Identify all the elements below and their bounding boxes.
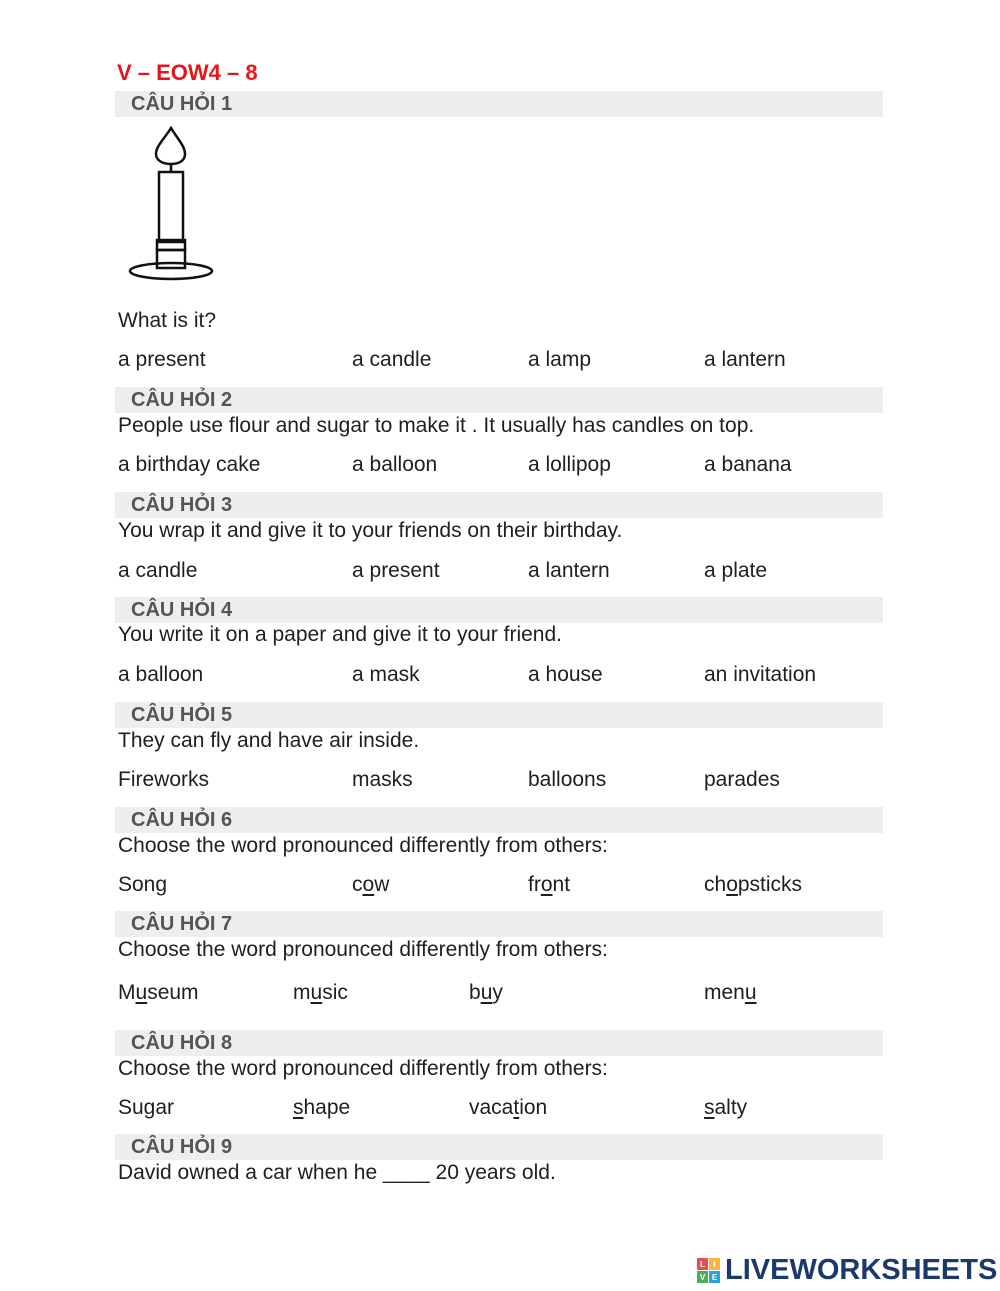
underlined-letter: o bbox=[726, 873, 738, 896]
question-5-option-a[interactable]: Fireworks bbox=[118, 768, 210, 791]
option-text: alty bbox=[714, 1096, 748, 1119]
option-text: seum bbox=[147, 981, 199, 1004]
question-9-label: CÂU HỎI 9 bbox=[131, 1136, 233, 1158]
logo-text: LIVEWORKSHEETS bbox=[725, 1254, 998, 1286]
question-5-header bbox=[115, 702, 883, 728]
question-6-option-c[interactable] bbox=[528, 873, 570, 897]
badge-letter: E bbox=[711, 1272, 718, 1282]
question-1-option-a[interactable]: a present bbox=[118, 348, 206, 371]
badge-letter: L bbox=[700, 1259, 705, 1269]
question-1-header bbox=[115, 91, 883, 117]
option-text: ion bbox=[519, 1096, 548, 1119]
question-5-label: CÂU HỎI 5 bbox=[131, 704, 233, 726]
question-7-text: Choose the word pronounced differently from others: bbox=[118, 938, 608, 961]
option-text: w bbox=[374, 873, 390, 896]
question-8-option-b[interactable] bbox=[293, 1096, 350, 1120]
question-8-label: CÂU HỎI 8 bbox=[131, 1032, 233, 1054]
option-text: M bbox=[118, 981, 136, 1004]
underlined-letter: o bbox=[362, 873, 375, 896]
question-6-label: CÂU HỎI 6 bbox=[131, 809, 233, 831]
question-1-option-c[interactable]: a lamp bbox=[528, 348, 592, 371]
question-7-header bbox=[115, 911, 883, 937]
question-3-option-a[interactable]: a candle bbox=[118, 559, 198, 582]
question-2-option-b[interactable]: a balloon bbox=[352, 453, 438, 476]
underlined-letter: u bbox=[310, 981, 323, 1004]
badge-letter: I bbox=[713, 1259, 716, 1269]
question-3-option-d[interactable]: a plate bbox=[704, 559, 768, 582]
question-1-option-b[interactable]: a candle bbox=[352, 348, 432, 371]
option-text: hape bbox=[303, 1096, 351, 1119]
question-5-option-d[interactable]: parades bbox=[704, 768, 780, 791]
question-4-text: You write it on a paper and give it to your friend. bbox=[118, 623, 562, 646]
question-7-option-c[interactable] bbox=[469, 981, 503, 1005]
underlined-letter: s bbox=[704, 1096, 715, 1119]
option-text: Sugar bbox=[118, 1096, 175, 1119]
option-text: psticks bbox=[737, 873, 803, 896]
underlined-letter: o bbox=[540, 873, 553, 896]
question-7-option-b[interactable] bbox=[293, 981, 348, 1005]
question-8-option-a[interactable] bbox=[118, 1096, 174, 1120]
option-text: y bbox=[492, 981, 503, 1004]
question-4-label: CÂU HỎI 4 bbox=[131, 599, 233, 621]
question-3-option-b[interactable]: a present bbox=[352, 559, 440, 582]
option-text: Song bbox=[118, 873, 168, 896]
option-text: men bbox=[704, 981, 745, 1004]
question-4-option-b[interactable]: a mask bbox=[352, 663, 420, 686]
badge-letter: V bbox=[699, 1272, 706, 1282]
option-text: fr bbox=[528, 873, 541, 896]
question-2-option-a[interactable]: a birthday cake bbox=[118, 453, 261, 476]
option-text: ch bbox=[704, 873, 727, 896]
question-8-option-c[interactable] bbox=[469, 1096, 547, 1120]
question-7-label: CÂU HỎI 7 bbox=[131, 913, 233, 935]
question-8-text: Choose the word pronounced differently from others: bbox=[118, 1057, 608, 1080]
question-1-label: CÂU HỎI 1 bbox=[131, 93, 233, 115]
question-5-text: They can fly and have air inside. bbox=[118, 729, 420, 752]
question-6-option-b[interactable] bbox=[352, 873, 389, 897]
question-5-option-c[interactable]: balloons bbox=[528, 768, 607, 791]
option-text: m bbox=[293, 981, 311, 1004]
option-text: b bbox=[469, 981, 481, 1004]
question-3-header bbox=[115, 492, 883, 518]
question-7-option-d[interactable] bbox=[704, 981, 757, 1005]
question-2-label: CÂU HỎI 2 bbox=[131, 389, 233, 411]
question-4-option-a[interactable]: a balloon bbox=[118, 663, 204, 686]
question-6-option-d[interactable] bbox=[704, 873, 802, 897]
option-text: vaca bbox=[469, 1096, 514, 1119]
option-text: nt bbox=[552, 873, 571, 896]
question-7-option-a[interactable] bbox=[118, 981, 199, 1005]
question-5-option-b[interactable]: masks bbox=[352, 768, 413, 791]
candle-image bbox=[126, 126, 218, 284]
question-2-header bbox=[115, 387, 883, 413]
question-9-header bbox=[115, 1134, 883, 1160]
question-2-option-c[interactable]: a lollipop bbox=[528, 453, 611, 476]
option-text: sic bbox=[322, 981, 348, 1004]
underlined-letter: s bbox=[293, 1096, 304, 1119]
question-4-option-d[interactable]: an invitation bbox=[704, 663, 817, 686]
question-2-text: People use flour and sugar to make it . It usually has candles on top. bbox=[118, 414, 755, 437]
option-text: c bbox=[352, 873, 363, 896]
question-9-text: David owned a car when he ____ 20 years old. bbox=[118, 1161, 556, 1184]
question-4-header bbox=[115, 597, 883, 623]
question-6-header bbox=[115, 807, 883, 833]
liveworksheets-logo[interactable] bbox=[697, 1254, 997, 1287]
underlined-letter: u bbox=[480, 981, 493, 1004]
question-8-header bbox=[115, 1030, 883, 1056]
question-6-option-a[interactable] bbox=[118, 873, 167, 897]
question-3-label: CÂU HỎI 3 bbox=[131, 494, 233, 516]
question-3-text: You wrap it and give it to your friends on their birthday. bbox=[118, 519, 623, 542]
worksheet-title: V – EOW4 – 8 bbox=[117, 60, 258, 85]
question-8-option-d[interactable] bbox=[704, 1096, 747, 1120]
liveworksheets-badge-icon bbox=[697, 1258, 721, 1284]
question-4-option-c[interactable]: a house bbox=[528, 663, 603, 686]
question-1-text: What is it? bbox=[118, 309, 217, 332]
question-1-option-d[interactable]: a lantern bbox=[704, 348, 786, 371]
question-3-option-c[interactable]: a lantern bbox=[528, 559, 610, 582]
question-2-option-d[interactable]: a banana bbox=[704, 453, 792, 476]
question-6-text: Choose the word pronounced differently from others: bbox=[118, 834, 608, 857]
underlined-letter: u bbox=[135, 981, 148, 1004]
underlined-letter: u bbox=[744, 981, 757, 1004]
underlined-letter: t bbox=[513, 1096, 520, 1119]
